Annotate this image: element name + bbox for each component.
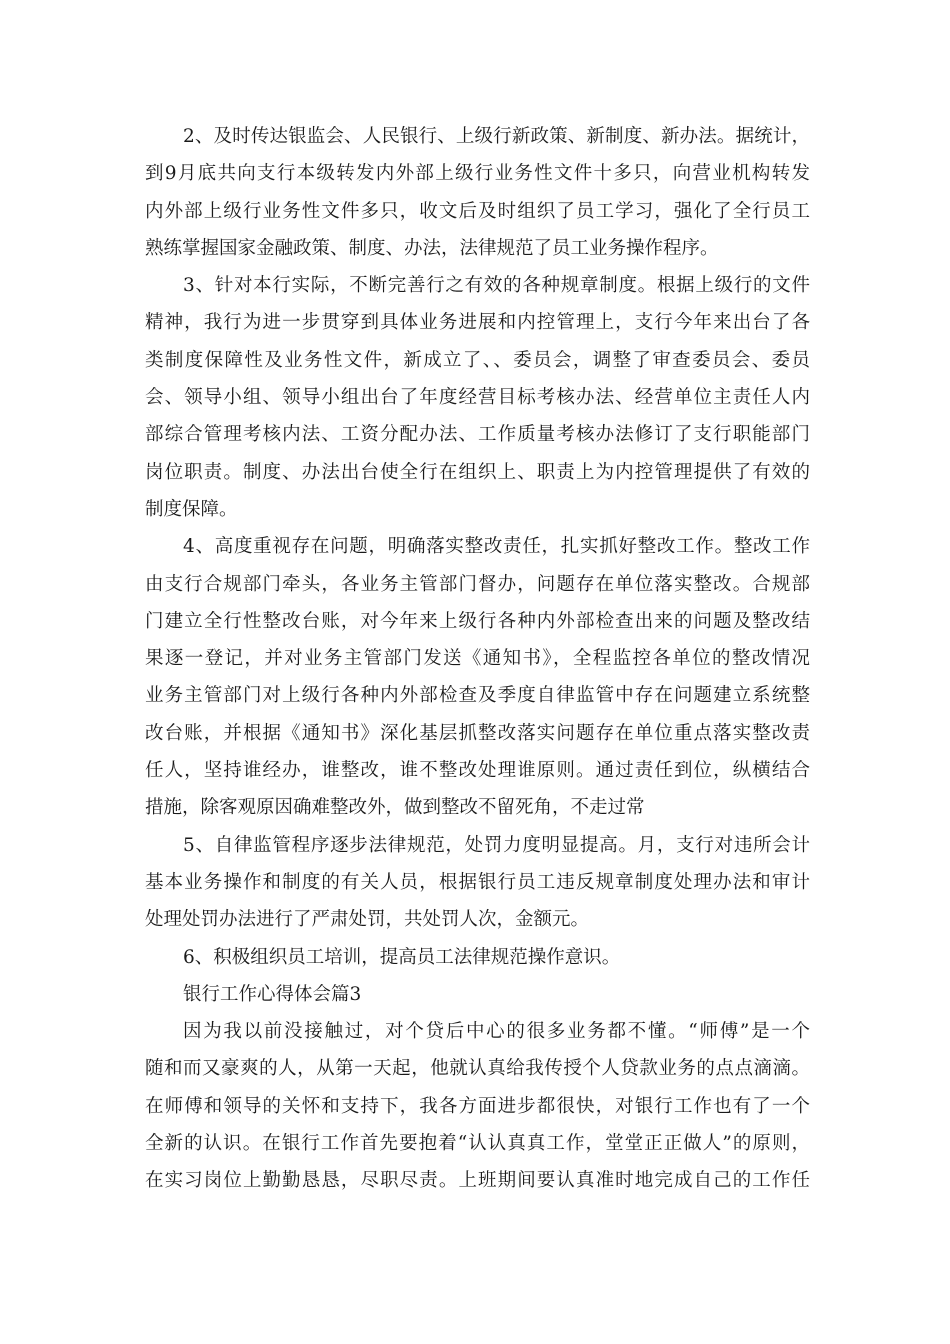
- text-line: 果逐一登记，并对业务主管部门发送《通知书》，全程监控各单位的整改情况: [145, 648, 810, 670]
- text-line: 5、自律监管程序逐步法律规范，处罚力度明显提高。月，支行对违所会计: [183, 834, 810, 856]
- text-line: 会、领导小组、领导小组出台了年度经营目标考核办法、经营单位主责任人内: [145, 387, 810, 409]
- text-line: 类制度保障性及业务性文件，新成立了、、委员会，调整了审查委员会、委员: [145, 349, 810, 371]
- text-line: 基本业务操作和制度的有关人员，根据银行员工违反规章制度处理办法和审计: [145, 871, 810, 893]
- text-line: 任人，坚持谁经办，谁整改，谁不整改处理谁原则。通过责任到位，纵横结合: [145, 760, 810, 782]
- section-title: 银行工作心得体会篇3: [183, 983, 362, 1005]
- text-line: 岗位职责。制度、办法出台使全行在组织上、职责上为内控管理提供了有效的: [145, 461, 810, 483]
- paragraph-7: [145, 1013, 810, 1199]
- text-line: 业务主管部门对上级行各种内外部检查及季度自律监管中存在问题建立系统整: [145, 685, 810, 707]
- text-line: 制度保障。: [145, 498, 238, 520]
- text-line: 到9月底共向支行本级转发内外部上级行业务性文件十多只，向营业机构转发: [145, 163, 810, 185]
- paragraph-5: [145, 827, 810, 939]
- text-line: 全新的认识。在银行工作首先要抱着“认认真真工作，堂堂正正做人”的原则，: [145, 1133, 810, 1155]
- text-line: 部综合管理考核内法、工资分配办法、工作质量考核办法修订了支行职能部门: [145, 424, 810, 446]
- text-line: 改台账，并根据《通知书》深化基层抓整改落实问题存在单位重点落实整改责: [145, 722, 810, 744]
- paragraph-2: [145, 118, 810, 267]
- text-line: 6、积极组织员工培训，提高员工法律规范操作意识。: [183, 946, 621, 968]
- paragraph-4: [145, 528, 810, 826]
- text-line: 因为我以前没接触过，对个贷后中心的很多业务都不懂。“师傅”是一个: [183, 1021, 810, 1043]
- text-line: 随和而又豪爽的人，从第一天起，他就认真给我传授个人贷款业务的点点滴滴。: [145, 1058, 810, 1080]
- text-line: 措施，除客观原因确难整改外，做到整改不留死角，不走过常: [145, 797, 645, 819]
- text-line: 3、针对本行实际，不断完善行之有效的各种规章制度。根据上级行的文件: [183, 275, 810, 297]
- text-line: 由支行合规部门牵头，各业务主管部门督办，问题存在单位落实整改。合规部: [145, 573, 810, 595]
- text-line: 在师傅和领导的关怀和支持下，我各方面进步都很快，对银行工作也有了一个: [145, 1095, 810, 1117]
- section-heading: [145, 976, 810, 1013]
- text-line: 门建立全行性整改台账，对今年来上级行各种内外部检查出来的问题及整改结: [145, 610, 810, 632]
- text-line: 处理处罚办法进行了严肃处罚，共处罚人次，金额元。: [145, 909, 590, 931]
- text-line: 4、高度重视存在问题，明确落实整改责任，扎实抓好整改工作。整改工作: [183, 536, 810, 558]
- document-body: [145, 118, 810, 1200]
- text-line: 在实习岗位上勤勤恳恳，尽职尽责。上班期间要认真准时地完成自己的工作任: [145, 1170, 810, 1192]
- text-line: 内外部上级行业务性文件多只，收文后及时组织了员工学习，强化了全行员工: [145, 200, 810, 222]
- paragraph-3: [145, 267, 810, 528]
- text-line: 2、及时传达银监会、人民银行、上级行新政策、新制度、新办法。据统计，: [183, 126, 810, 147]
- text-line: 精神，我行为进一步贯穿到具体业务进展和内控管理上，支行今年来出台了各: [145, 312, 810, 334]
- text-line: 熟练掌握国家金融政策、制度、办法，法律规范了员工业务操作程序。: [145, 237, 719, 259]
- paragraph-6: [145, 939, 810, 976]
